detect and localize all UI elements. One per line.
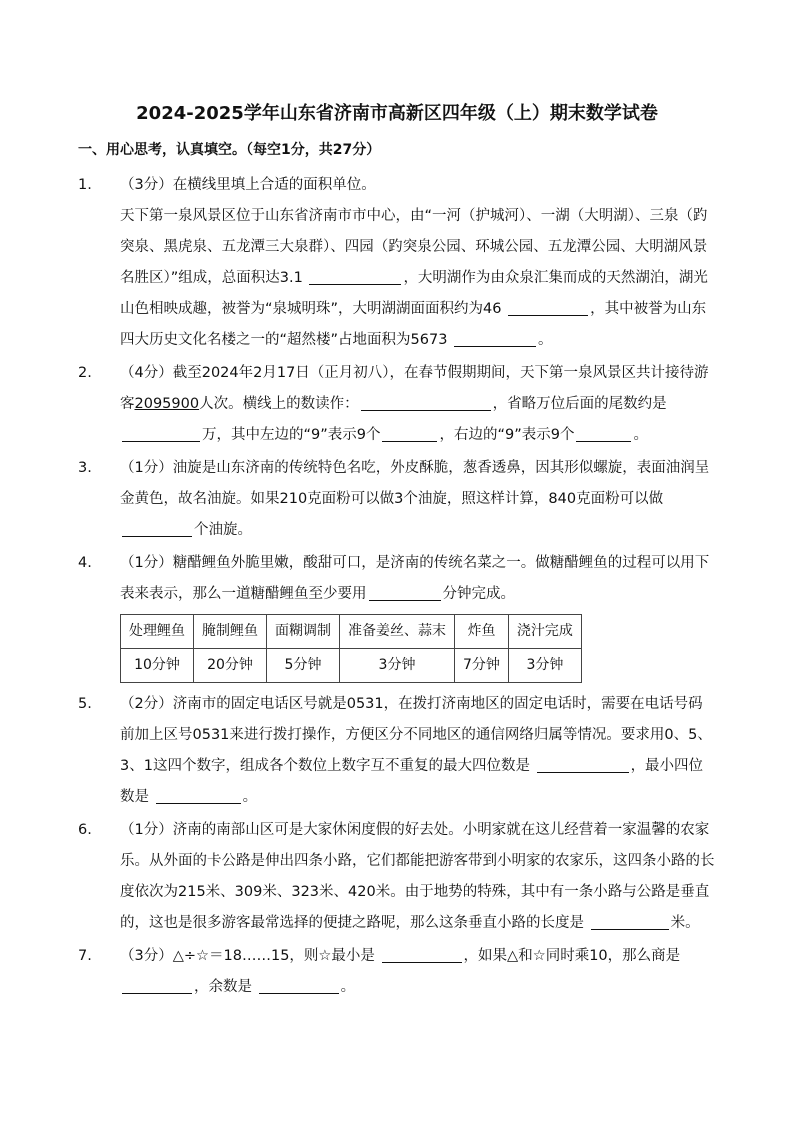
- text: ，如果△和☆同时乘10，那么商是: [463, 948, 681, 964]
- text: （2分）济南市的固定电话区号就是0531，在拨打济南地区的固定电话时，需要在电话号码前加上区号0531来进行拨打操作，方便区分不同地区的通信网络归属等情况。要求用0、5、3、1这四个数字，组成各个数位上数字互不重复的最大四位数是: [120, 696, 712, 774]
- process-table: [120, 614, 582, 683]
- text: ，省略万位后面的尾数约是: [492, 396, 667, 412]
- answer-blank[interactable]: [454, 328, 536, 347]
- answer-blank[interactable]: [122, 423, 200, 442]
- answer-blank[interactable]: [309, 266, 401, 285]
- text: ，其中被誉为山东四大历史文化名楼之一的“超然楼”占地面积为5673: [120, 301, 707, 348]
- text: （1分）油旋是山东济南的传统特色名吃，外皮酥脆，葱香透鼻，因其形似螺旋，表面油润呈金黄色，故名油旋。如果210克面粉可以做3个油旋，照这样计算，840克面粉可以做: [120, 460, 710, 507]
- question-4: [78, 548, 716, 683]
- question-5: [78, 689, 716, 813]
- table-header-row: [121, 615, 582, 649]
- table-cell: 10分钟: [121, 649, 194, 683]
- section-heading: 一、用心思考，认真填空。（每空1分，共27分）: [78, 142, 381, 158]
- text: ，余数是: [194, 979, 252, 995]
- table-cell: 20分钟: [194, 649, 267, 683]
- text: 。: [242, 789, 258, 805]
- table-cell: 7分钟: [455, 649, 509, 683]
- text: 万，其中左边的“9”表示9个: [202, 427, 381, 443]
- text: 。: [633, 427, 648, 443]
- answer-blank[interactable]: [156, 785, 241, 804]
- text: ，右边的“9”表示9个: [439, 427, 575, 443]
- question-stem: （3分）在横线里填上合适的面积单位。: [120, 177, 376, 193]
- answer-blank[interactable]: [122, 975, 192, 994]
- question-3: [78, 453, 716, 546]
- text: 。: [538, 332, 553, 348]
- table-cell: 3分钟: [508, 649, 581, 683]
- question-7: [78, 941, 716, 1003]
- answer-blank[interactable]: [382, 423, 437, 442]
- table-header-cell: 浇汁完成: [508, 615, 581, 649]
- table-cell: 5分钟: [267, 649, 340, 683]
- question-number: 3.: [78, 460, 92, 476]
- text: ，大明湖作为由众泉汇集而成的天然湖泊，湖光山色相映成趣，被誉为“泉城明珠”，大明湖湖面面积约为46: [120, 270, 708, 317]
- answer-blank[interactable]: [537, 754, 629, 773]
- question-number: 2.: [78, 365, 92, 381]
- text: 分钟完成。: [442, 586, 515, 602]
- text: 。: [340, 979, 356, 995]
- underlined-number: 2095900: [134, 396, 200, 412]
- answer-blank[interactable]: [576, 423, 631, 442]
- answer-blank[interactable]: [122, 518, 192, 537]
- table-row: [121, 649, 582, 683]
- table-header-cell: 准备姜丝、蒜末: [340, 615, 455, 649]
- table-header-cell: 腌制鲤鱼: [194, 615, 267, 649]
- answer-blank[interactable]: [259, 975, 339, 994]
- text: 人次。横线上的数读作：: [199, 396, 359, 412]
- table-header-cell: 炸鱼: [455, 615, 509, 649]
- answer-blank[interactable]: [369, 582, 441, 601]
- table-cell: 3分钟: [340, 649, 455, 683]
- question-6: [78, 815, 716, 939]
- text: 个油旋。: [194, 522, 252, 538]
- text: 米。: [670, 915, 700, 931]
- answer-blank[interactable]: [382, 944, 462, 963]
- question-1: [78, 170, 716, 356]
- question-number: 6.: [78, 822, 92, 838]
- text: 天下第一泉风景区位于山东省济南市市中心，由“一河（护城河）、一湖（大明湖）、三泉（趵突泉、黑虎泉、五龙潭三大泉群）、四园（趵突泉公园、环城公园、五龙潭公园、大明湖风景名胜区）”组成，总面积达3.1: [120, 208, 708, 286]
- question-2: [78, 358, 716, 451]
- page-title: 2024-2025学年山东省济南市高新区四年级（上）期末数学试卷: [136, 103, 658, 124]
- question-body: [120, 201, 716, 356]
- question-number: 4.: [78, 555, 92, 571]
- text: （4分）截至2024年2月17日（正月初八），在春节假期期间，天下第一泉风景区共计接待游客: [120, 365, 709, 412]
- text: （1分）糖醋鲤鱼外脆里嫩，酸甜可口，是济南的传统名菜之一。做糖醋鲤鱼的过程可以用下表来表示，那么一道糖醋鲤鱼至少要用: [120, 555, 710, 602]
- answer-blank[interactable]: [361, 392, 491, 411]
- text: ，最小四位数是: [120, 758, 704, 805]
- question-number: 1.: [78, 177, 92, 193]
- answer-blank[interactable]: [508, 297, 588, 316]
- answer-blank[interactable]: [591, 911, 669, 930]
- question-number: 7.: [78, 948, 92, 964]
- text: （1分）济南的南部山区可是大家休闲度假的好去处。小明家就在这儿经营着一家温馨的农家乐。从外面的卡公路是伸出四条小路，它们都能把游客带到小明家的农家乐，这四条小路的长度依次为215米、309米、323米、420米。由于地势的特殊，其中有一条小路与公路是垂直的，这也是很多游客最常选择的便捷之路呢，那么这条垂直小路的长度是: [120, 822, 715, 931]
- text: （3分）△÷☆＝18……15，则☆最小是: [120, 948, 375, 964]
- table-header-cell: 面糊调制: [267, 615, 340, 649]
- question-number: 5.: [78, 696, 92, 712]
- table-header-cell: 处理鲤鱼: [121, 615, 194, 649]
